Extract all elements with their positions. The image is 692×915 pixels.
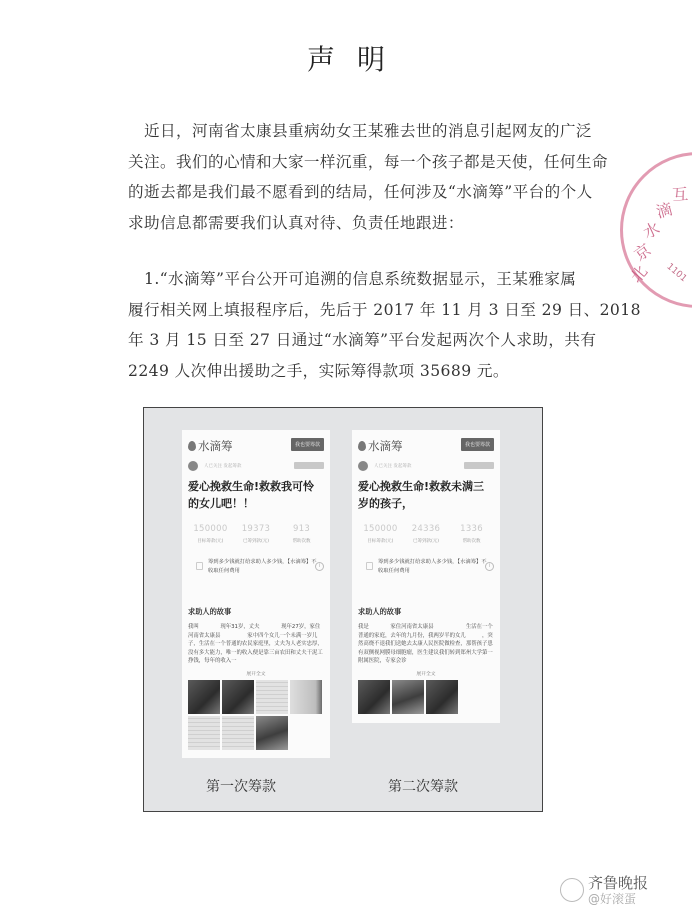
campaign-stats (188, 524, 324, 544)
text-line: 2249 人次伸出援助之手，实际筹得款项 35689 元。 (128, 361, 509, 380)
stat-value: 913 (293, 524, 311, 534)
paragraph-point-1 (128, 264, 641, 386)
seal-char: 互 (671, 184, 689, 205)
child-photo (426, 680, 458, 714)
share-tag (464, 462, 494, 469)
story-text: 我是 家住河南省太康县 生活在一个普通的家庭，去年的九月份，我两岁半的女儿 ，突然高烧不退我们送她去太康人民医院做检查，那帮孩子患有双侧视网膜母细胞瘤，医生建议我们转到郑州大学第一附属医院，专家会诊 (358, 624, 493, 665)
no-fee-notice (196, 558, 321, 575)
text-line: 1.“水滴筹”平台公开可追溯的信息系统数据显示，王某雅家属 (144, 270, 577, 288)
seal-char: 京 (630, 239, 655, 265)
card-header (358, 438, 494, 454)
document-photo (222, 716, 254, 750)
stat-value: 150000 (193, 524, 228, 534)
seal-char: 水 (640, 218, 663, 243)
stat-raised (234, 524, 279, 544)
child-photo (392, 680, 424, 714)
caption-second-campaign: 第二次筹款 (388, 779, 458, 795)
seal-char: 北 (626, 261, 652, 287)
document-icon (196, 562, 203, 570)
seal-char: 滴 (654, 199, 675, 222)
watermark-name: 齐鲁晚报 (588, 874, 649, 892)
campaign-title: 爱心挽救生命!救救未满三岁的孩子， (358, 480, 485, 510)
photo-grid (358, 680, 492, 714)
text-line: 年 3 月 15 日至 27 日通过“水滴筹”平台发起两次个人求助，共有 (128, 331, 597, 349)
text-line: 求助信息都需要我们认真对待、负责任地跟进： (128, 213, 464, 232)
info-icon: i (485, 562, 494, 571)
author-meta: 人已关注 发起筹款 (374, 464, 412, 469)
story-heading: 求助人的故事 (188, 607, 232, 616)
no-fee-notice (366, 558, 491, 575)
brand-logo (358, 438, 403, 454)
stat-target (188, 524, 233, 544)
stat-label: 帮助次数 (292, 539, 311, 544)
notice-text: 筹到多少钱就打给求助人多少钱，【水滴筹】不收取任何费用 (208, 559, 317, 574)
brand-name: 水滴筹 (368, 439, 403, 453)
notice-text: 筹到多少钱就打给求助人多少钱，【水滴筹】不收取任何费用 (378, 559, 487, 574)
story-heading: 求助人的故事 (358, 607, 402, 616)
avatar (188, 461, 198, 471)
fundraiser-card-first (182, 430, 330, 758)
campaign-title: 爱心挽救生命!救救我可怜的女儿吧！！ (188, 480, 315, 510)
seal-number: 1101 (664, 261, 689, 285)
stat-label: 已筹到款(元) (412, 539, 439, 544)
water-drop-icon (188, 441, 196, 451)
text-line: 的逝去都是我们最不愿看到的结局，任何涉及“水滴筹”平台的个人 (128, 183, 593, 201)
watermark-handle: @好滚蛋 (588, 892, 637, 906)
info-icon: i (315, 562, 324, 571)
stat-value: 24336 (411, 524, 441, 534)
paragraph-intro (128, 116, 608, 238)
stat-value: 1336 (460, 524, 483, 534)
child-photo (222, 680, 254, 714)
document-icon (366, 562, 373, 570)
share-tag (294, 462, 324, 469)
child-photo (188, 680, 220, 714)
document-photo (290, 680, 322, 714)
brand-name: 水滴筹 (198, 439, 233, 453)
stat-value: 19373 (241, 524, 271, 534)
document-photo (256, 680, 288, 714)
child-photo (256, 716, 288, 750)
water-drop-icon (358, 441, 366, 451)
text-line: 近日，河南省太康县重病幼女王某雅去世的消息引起网友的广泛 (144, 122, 592, 140)
stat-label: 目标筹款(元) (197, 539, 224, 544)
screenshot-figure (143, 407, 543, 812)
stat-helps (449, 524, 494, 544)
campaign-stats (358, 524, 494, 544)
stat-helps (279, 524, 324, 544)
author-row (188, 462, 324, 472)
card-header (188, 438, 324, 454)
photo-grid (188, 680, 322, 750)
author-row (358, 462, 494, 472)
avatar (358, 461, 368, 471)
start-fundraiser-button: 我也要筹款 (461, 438, 494, 451)
brand-logo (188, 438, 233, 454)
stat-label: 已筹到款(元) (242, 539, 269, 544)
author-meta: 人已关注 发起筹款 (204, 464, 242, 469)
stat-value: 150000 (363, 524, 398, 534)
expand-link: 展开全文 (246, 672, 266, 677)
child-photo (358, 680, 390, 714)
text-line: 履行相关网上填报程序后，先后于 2017 年 11 月 3 日至 29 日、2018 (128, 300, 641, 319)
weibo-logo-icon (560, 878, 584, 902)
story-text: 我叫 现年31岁，丈夫 现年27岁，家住河南省太康县 家中四个女儿一个未满一岁儿子，生活在一个普通的农民家庭里，丈夫为人老实忠厚，没有多大能力，唯一的收入便是靠三亩农田和丈夫干泥工挣钱，每年的收入一 (188, 624, 323, 665)
start-fundraiser-button: 我也要筹款 (291, 438, 324, 451)
document-photo (188, 716, 220, 750)
stat-label: 目标筹款(元) (367, 539, 394, 544)
expand-link: 展开全文 (416, 672, 436, 677)
fundraiser-card-second (352, 430, 500, 723)
stat-target (358, 524, 403, 544)
text-line: 关注。我们的心情和大家一样沉重，每一个孩子都是天使，任何生命 (128, 152, 608, 171)
stat-label: 帮助次数 (462, 539, 481, 544)
caption-first-campaign: 第一次筹款 (206, 779, 276, 795)
document-title: 声明 (306, 43, 407, 76)
stat-raised (404, 524, 449, 544)
